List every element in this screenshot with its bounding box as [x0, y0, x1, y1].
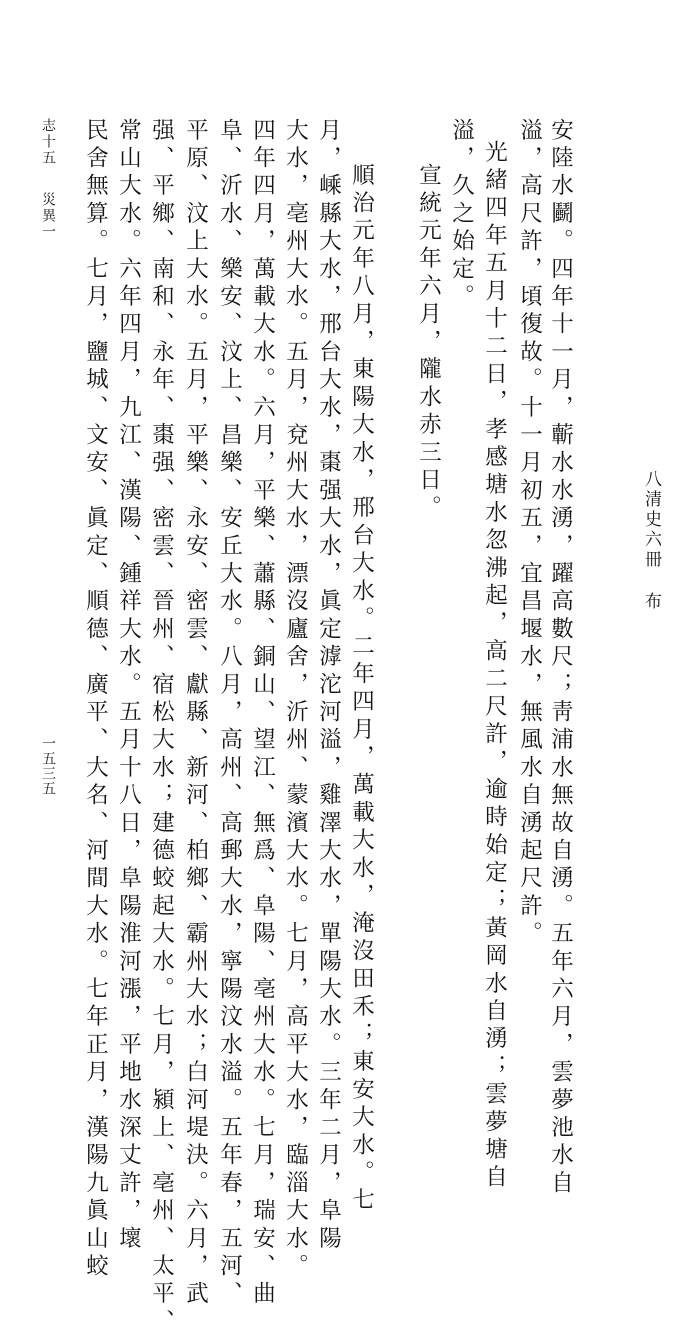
footer-chapter: 災異一: [40, 192, 56, 240]
text-column-8: 大水，亳州大水。五月，兗州大水，漂沒廬舍，沂州、蒙濱大水。七月，高平大水，臨淄大水。: [282, 118, 309, 1282]
text-column-9: 四年四月，萬載大水。六月，平樂、蕭縣、銅山、望江、無爲、阜陽、亳州大水。七月，瑞安、曲: [249, 118, 276, 1310]
text-column-11: 平原、汶上大水。五月，平樂、永安、密雲、獻縣、新河、柏鄉、霸州大水；白河堤決。六月，武: [182, 118, 209, 1310]
text-column-6: 順治元年八月，東陽大水，邢台大水。二年四月，萬載大水，淹沒田禾；東安大水。七: [348, 163, 375, 1216]
text-column-10: 阜、沂水、樂安、汶上、昌樂、安丘大水。八月，高州、高郵大水，寧陽汶水溢。五年春，五河、: [216, 118, 243, 1310]
text-column-2: 溢，高尺許，頃復故。十一月初五，宜昌堰水，無風水自湧起尺許。: [516, 118, 543, 949]
text-column-1: 安陸水鬬。四年十一月，蘄水水湧，躍高數尺；靑浦水無故自湧。五年六月，雲夢池水自: [547, 118, 574, 1199]
text-column-5: 宣統元年六月，隴水赤三日。: [415, 163, 442, 524]
text-column-12: 强、平鄉、南和、永年、棗强、密雲、晉州、宿松大水；建德蛟起大水。七月，潁上、亳州、太平、: [148, 118, 175, 1337]
running-header: [642, 470, 659, 612]
header-mark: 布: [641, 592, 661, 612]
page-number: 一五三五: [40, 736, 56, 796]
header-title: 八清史六冊: [641, 470, 661, 570]
text-column-14: 民舍無算。七月，鹽城、文安、眞定、順德、廣平、大名、河間大水。七年正月，漢陽九眞山蛟: [82, 118, 109, 1282]
footer-label: [41, 118, 55, 240]
text-column-7: 月，嵊縣大水，邢台大水，棗强大水，眞定滹沱河溢，雞澤大水，單陽大水。三年二月，阜陽: [315, 118, 342, 1254]
text-column-3: 光緒四年五月十二日，孝感塘水忽沸起，高二尺許，逾時始定；黃岡水自湧；雲夢塘自: [481, 140, 508, 1193]
text-column-13: 常山大水。六年四月，九江、漢陽、鍾祥大水。五月十八日，阜陽淮河漲，平地水深丈許，壞: [115, 118, 142, 1254]
text-column-4: 溢，久之始定。: [448, 118, 475, 312]
footer-section: 志十五: [40, 118, 56, 166]
